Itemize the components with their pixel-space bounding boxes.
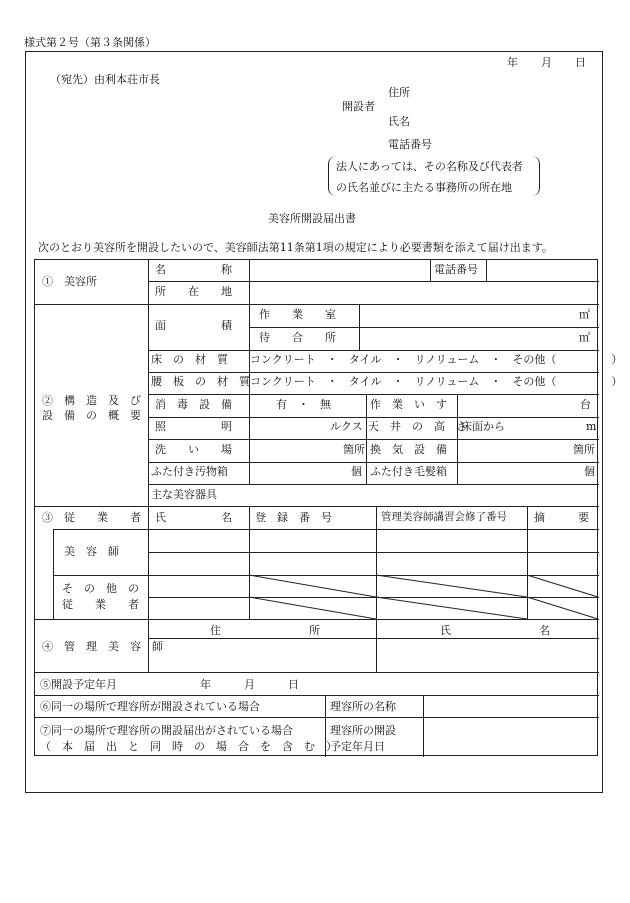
intro-text: 次のとおり美容所を開設したいので、美容師法第11条第1項の規定により必要書類を添えて届け出ます。 bbox=[38, 241, 553, 254]
corporation-note-2: の氏名並びに主たる事務所の所在地 bbox=[336, 181, 512, 194]
others-label-1: そ の 他 の bbox=[62, 582, 139, 595]
sec4-address-header: 住 所 bbox=[210, 624, 320, 637]
date-month: 月 bbox=[541, 56, 552, 69]
date-day: 日 bbox=[575, 56, 586, 69]
ceiling-from-floor: 床面から bbox=[461, 420, 505, 433]
others-label-2: 従 業 者 bbox=[62, 598, 139, 611]
disinfect-label: 消 毒 設 備 bbox=[155, 398, 232, 411]
sec6-label: ⑥同一の場所で理容所が開設されている場合 bbox=[40, 700, 260, 713]
ceiling-label: 天 井 の 高 さ bbox=[368, 420, 467, 433]
addressee: （宛先）由利本荘市長 bbox=[50, 73, 160, 86]
floor-label: 床 の 材 質 bbox=[151, 353, 228, 366]
tools-label: 主な美容器具 bbox=[151, 488, 217, 501]
corporation-note-1: 法人にあっては、その名称及び代表者 bbox=[336, 160, 523, 173]
hair-box-unit: 個 bbox=[584, 465, 595, 478]
ceiling-unit: m bbox=[586, 420, 597, 433]
chairs-label: 作 業 い す bbox=[370, 398, 447, 411]
date-year: 年 bbox=[507, 56, 518, 69]
ventilation-label: 換 気 設 備 bbox=[370, 443, 447, 456]
sec1-label: ① 美容所 bbox=[42, 275, 97, 288]
workroom-unit: ㎡ bbox=[579, 308, 590, 321]
waste-box-unit: 個 bbox=[351, 465, 362, 478]
form-number: 様式第２号（第３条関係） bbox=[24, 36, 156, 49]
waste-box-label: ふた付き汚物箱 bbox=[151, 465, 228, 478]
washing-label: 洗 い 場 bbox=[155, 443, 232, 456]
workroom-label: 作 業 室 bbox=[259, 308, 336, 321]
washing-unit: 箇所 bbox=[343, 443, 365, 456]
sec7-label-2: （ 本 届 出 と 同 時 の 場 合 を 含 む ） bbox=[40, 740, 337, 753]
col-registration: 登 録 番 号 bbox=[255, 511, 332, 524]
sec1-location-label: 所 在 地 bbox=[155, 285, 232, 298]
area-label: 面 積 bbox=[155, 319, 232, 332]
sec7-label-1: ⑦同一の場所で理容所の開設届出がされている場合 bbox=[40, 724, 293, 737]
sec7-date-2: 予定年月日 bbox=[330, 740, 385, 753]
sec7-date-1: 理容所の開設 bbox=[330, 724, 396, 737]
lighting-unit: ルクス bbox=[330, 420, 363, 433]
col-course: 管理美容師講習会修了番号 bbox=[381, 511, 507, 523]
wainscot-options: コンクリート ・ タイル ・ リノリューム ・ その他（ ） bbox=[250, 375, 623, 388]
sec5-label: ⑤開設予定年月 bbox=[40, 678, 117, 691]
disinfect-presence: 有 ・ 無 bbox=[276, 398, 331, 411]
applicant-name: 氏名 bbox=[388, 115, 410, 128]
hair-box-label: ふた付き毛髪箱 bbox=[370, 465, 447, 478]
ventilation-unit: 箇所 bbox=[573, 443, 595, 456]
applicant-phone: 電話番号 bbox=[388, 138, 432, 151]
sec1-name-label: 名 称 bbox=[155, 263, 232, 276]
sec4-name-header: 氏 名 bbox=[440, 624, 550, 637]
floor-options: コンクリート ・ タイル ・ リノリューム ・ その他（ ） bbox=[250, 353, 623, 366]
applicant-label: 開設者 bbox=[342, 100, 375, 113]
col-remarks: 摘 要 bbox=[534, 511, 589, 524]
sec1-phone-label: 電話番号 bbox=[434, 263, 478, 276]
sec2-label-2: 設 備 の 概 要 bbox=[42, 409, 141, 422]
sec3-label: ③ 従 業 者 bbox=[42, 511, 141, 524]
beauticians-label: 美 容 師 bbox=[64, 545, 119, 558]
lighting-label: 照 明 bbox=[155, 420, 232, 433]
chairs-unit: 台 bbox=[580, 398, 591, 411]
sec4-label: ④ 管 理 美 容 師 bbox=[42, 640, 163, 653]
waiting-unit: ㎡ bbox=[579, 331, 590, 344]
sec6-name: 理容所の名称 bbox=[330, 700, 396, 713]
wainscot-label: 腰 板 の 材 質 bbox=[151, 375, 250, 388]
sec5-date: 年 月 日 bbox=[200, 678, 299, 691]
col-name: 氏 名 bbox=[155, 511, 232, 524]
document-title: 美容所開設届出書 bbox=[268, 212, 356, 225]
waiting-label: 待 合 所 bbox=[259, 331, 336, 344]
sec2-label-1: ② 構 造 及 び bbox=[42, 394, 141, 407]
applicant-address: 住所 bbox=[388, 86, 410, 99]
